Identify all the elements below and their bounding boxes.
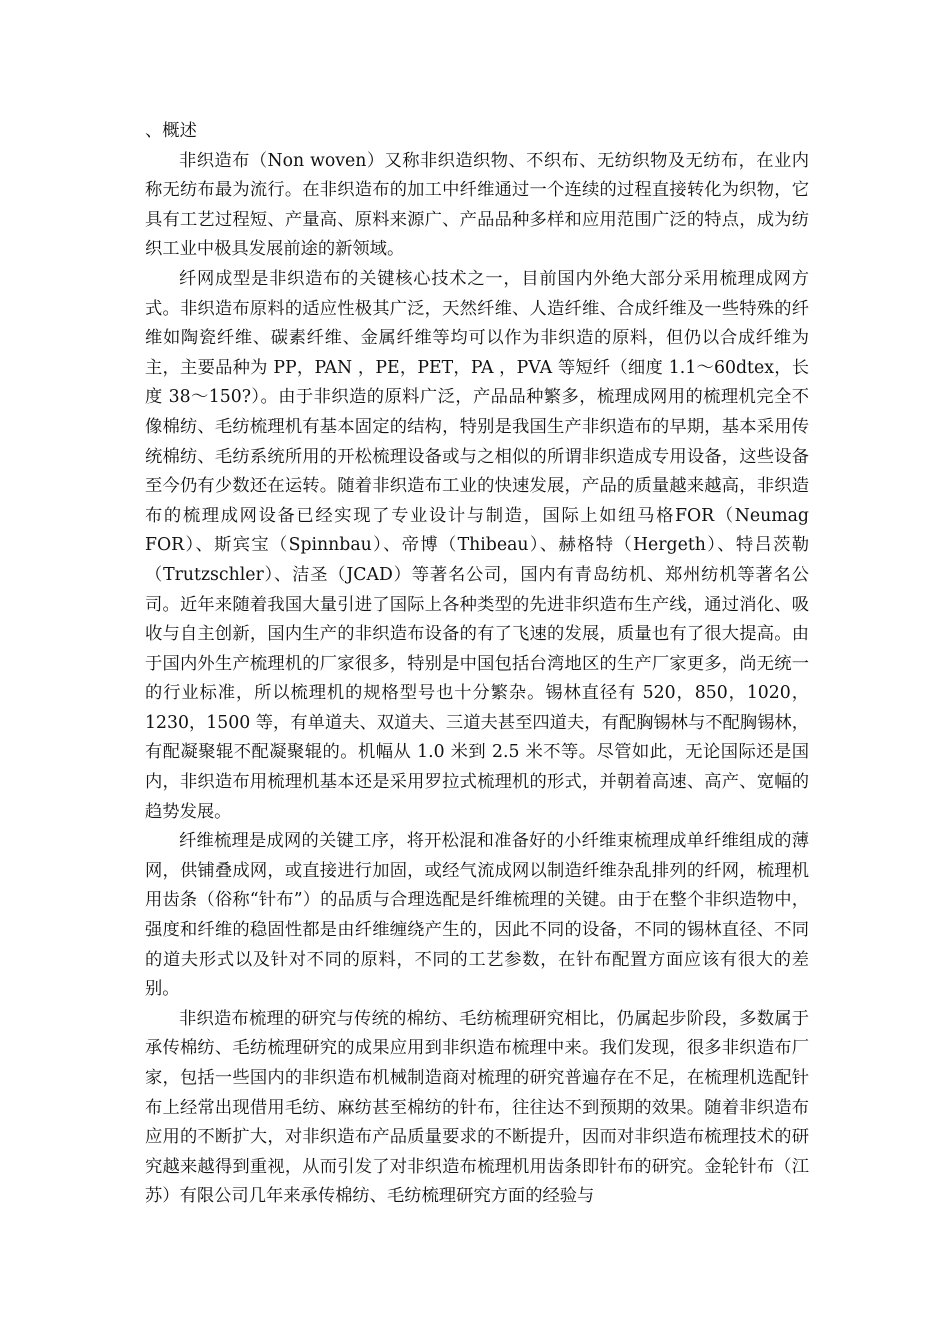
paragraph-web-forming: 纤网成型是非织造布的关键核心技术之一，目前国内外绝大部分采用梳理成网方式。非织造布原料的适应性极其广泛，天然纤维、人造纤维、合成纤维及一些特殊的纤维如陶瓷纤维、碳素纤维、金属纤维等均可以作为非织造的原料，但仍以合成纤维为主，主要品种为 PP，PAN ，PE，PET，PA ，PVA 等短纤（细度 1.1～60dtex，长度 38～150?）。由于非织造的原料广泛，产品品种繁多，梳理成网用的梳理机完全不像棉纺、毛纺梳理机有基本固定的结构，特别是我国生产非织造布的早期，基本采用传统棉纺、毛纺系统所用的开松梳理设备或与之相似的所谓非织造成专用设备，这些设备至今仍有少数还在运转。随着非织造布工业的快速发展，产品的质量越来越高，非织造布的梳理成网设备已经实现了专业设计与制造，国际上如纽马格FOR（Neumag FOR）、斯宾宝（Spinnbau）、帝博（Thibeau）、赫格特（Hergeth）、特吕茨勒（Trutzschler）、洁圣（JCAD）等著名公司，国内有青岛纺机、郑州纺机等著名公司。近年来随着我国大量引进了国际上各种类型的先进非织造布生产线，通过消化、吸收与自主创新，国内生产的非织造布设备的有了飞速的发展，质量也有了很大提高。由于国内外生产梳理机的厂家很多，特别是中国包括台湾地区的生产厂家更多，尚无统一的行业标准，所以梳理机的规格型号也十分繁杂。锡林直径有 520，850，1020，1230，1500 等，有单道夫、双道夫、三道夫甚至四道夫，有配胸锡林与不配胸锡林，有配凝聚辊不配凝聚辊的。机幅从 1.0 米到 2.5 米不等。尽管如此，无论国际还是国内，非织造布用梳理机基本还是采用罗拉式梳理机的形式，并朝着高速、高产、宽幅的趋势发展。 xyxy=(145,268,809,822)
paragraph-fiber-carding: 纤维梳理是成网的关键工序，将开松混和准备好的小纤维束梳理成单纤维组成的薄网，供铺叠成网，或直接进行加固，或经气流成网以制造纤维杂乱排列的纤网，梳理机用齿条（俗称“针布”）的品质与合理选配是纤维梳理的关键。由于在整个非织造物中，强度和纤维的稳固性都是由纤维缠绕产生的，因此不同的设备，不同的锡林直径、不同的道夫形式以及针对不同的原料，不同的工艺参数，在针布配置方面应该有很大的差别。 xyxy=(145,831,809,1000)
section-heading: 、概述 xyxy=(145,121,197,141)
document-page xyxy=(145,117,809,1212)
paragraph-definition: 非织造布（Non woven）又称非织造织物、不织布、无纺织物及无纺布，在业内称无纺布最为流行。在非织造布的加工中纤维通过一个连续的过程直接转化为织物，它具有工艺过程短、产量高、原料来源广、产品品种多样和应用范围广泛的特点，成为纺织工业中极具发展前途的新领域。 xyxy=(145,150,809,260)
paragraph-carding-research: 非织造布梳理的研究与传统的棉纺、毛纺梳理研究相比，仍属起步阶段，多数属于承传棉纺、毛纺梳理研究的成果应用到非织造布梳理中来。我们发现，很多非织造布厂家，包括一些国内的非织造布机械制造商对梳理的研究普遍存在不足，在梳理机选配针布上经常出现借用毛纺、麻纺甚至棉纺的针布，往往达不到预期的效果。随着非织造布应用的不断扩大，对非织造布产品质量要求的不断提升，因而对非织造布梳理技术的研究越来越得到重视，从而引发了对非织造布梳理机用齿条即针布的研究。金轮针布（江苏）有限公司几年来承传棉纺、毛纺梳理研究方面的经验与 xyxy=(145,1008,809,1207)
